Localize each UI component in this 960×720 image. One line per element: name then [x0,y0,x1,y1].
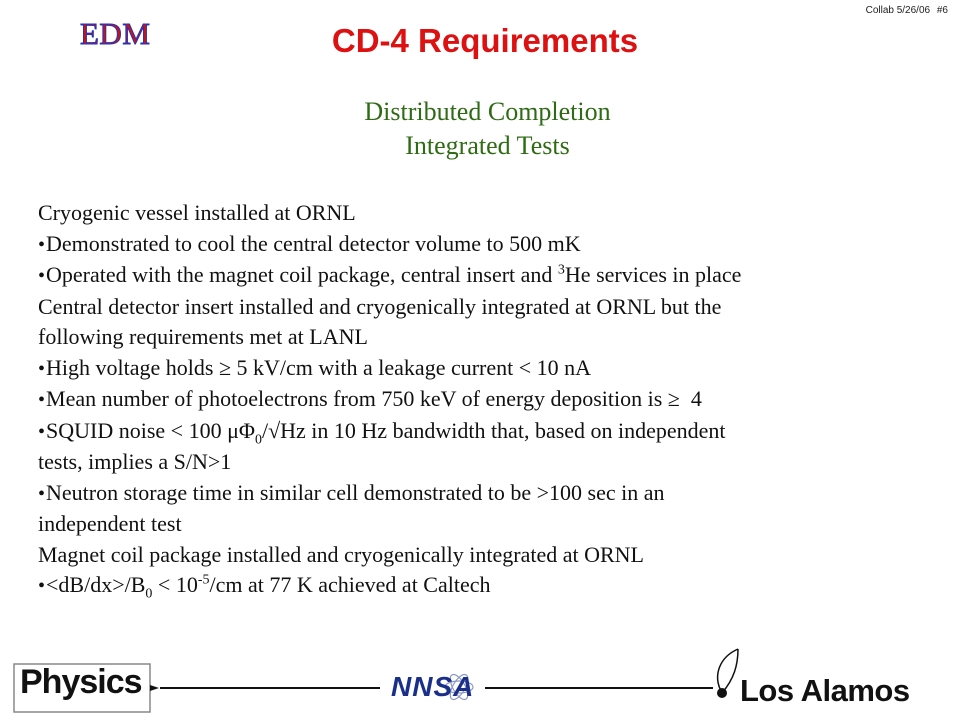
subtitle-line-1: Distributed Completion [364,97,611,126]
geq-symbol: ≥ [667,386,680,411]
bullet-line [38,260,938,292]
line-text: He services in place [564,262,742,287]
line-text: Neutron storage time in similar cell demonstrated to be >100 sec in an [46,479,665,505]
text-line [38,198,938,229]
nnsa-logo-text: NNSA [391,671,475,702]
superscript: -5 [197,572,210,588]
line-text: tests, implies a S/N>1 [38,449,232,474]
line-text: Demonstrated to cool the central detector volume to 500 mK [46,230,581,256]
bullet-line [38,384,938,416]
line-text: High voltage holds [46,354,219,380]
line-text: SQUID noise < 100 μΦ [46,417,255,443]
subscript: 0 [145,586,153,602]
bullet-icon: • [38,265,46,287]
text-line [38,447,938,478]
bullet-icon: • [38,575,46,597]
bullet-icon: • [38,420,46,443]
line-text: Central detector insert installed and cryogenically integrated at ORNL but the [38,293,722,319]
text-line [38,540,938,571]
slide-info [862,5,948,16]
bullet-icon: • [38,357,46,380]
line-text: following requirements met at LANL [38,324,368,349]
subtitle-line-2: Integrated Tests [405,131,570,160]
line-text: Cryogenic vessel installed at ORNL [38,200,356,225]
bullet-line [38,478,938,510]
footer-divider [485,687,713,689]
geq-symbol: ≥ [218,354,232,380]
superscript: 3 [557,262,565,278]
bullet-line [38,570,938,602]
footer-divider [160,687,380,689]
bullet-icon: • [38,389,46,411]
los-alamos-logo-text: Los Alamos [740,673,910,708]
bullet-line [38,416,938,448]
bullet-icon: • [38,233,46,256]
slide-number: #6 [936,5,948,16]
slide-subtitle [0,95,960,163]
text-line [38,509,938,540]
line-text: Mean number of photoelectrons from 750 keV of energy deposition is [46,386,668,411]
line-text: < 10 [152,572,198,597]
meeting-label: Collab 5/26/06 [865,5,931,16]
body-text [38,198,938,602]
line-text: 4 [690,386,702,411]
bullet-icon: • [38,482,46,505]
line-text: <dB/dx>/B [46,572,146,597]
line-text: /√Hz in 10 Hz bandwidth that, based on independent [261,417,726,443]
bullet-line [38,229,938,261]
footer [0,640,960,720]
slide-title: CD-4 Requirements [331,22,639,59]
line-text: Operated with the magnet coil package, central insert and [46,262,558,287]
text-line [38,322,938,353]
subscript: 0 [254,431,262,447]
line-text: Magnet coil package installed and cryogenically integrated at ORNL [38,541,644,567]
text-line [38,292,938,323]
edm-logo: EDM [80,16,151,51]
line-text: 5 kV/cm with a leakage current < 10 nA [236,354,592,380]
bullet-line [38,353,938,385]
line-text: independent test [38,511,182,536]
physics-logo-text: Physics [20,663,142,701]
line-text: /cm at 77 K achieved at Caltech [209,572,491,597]
